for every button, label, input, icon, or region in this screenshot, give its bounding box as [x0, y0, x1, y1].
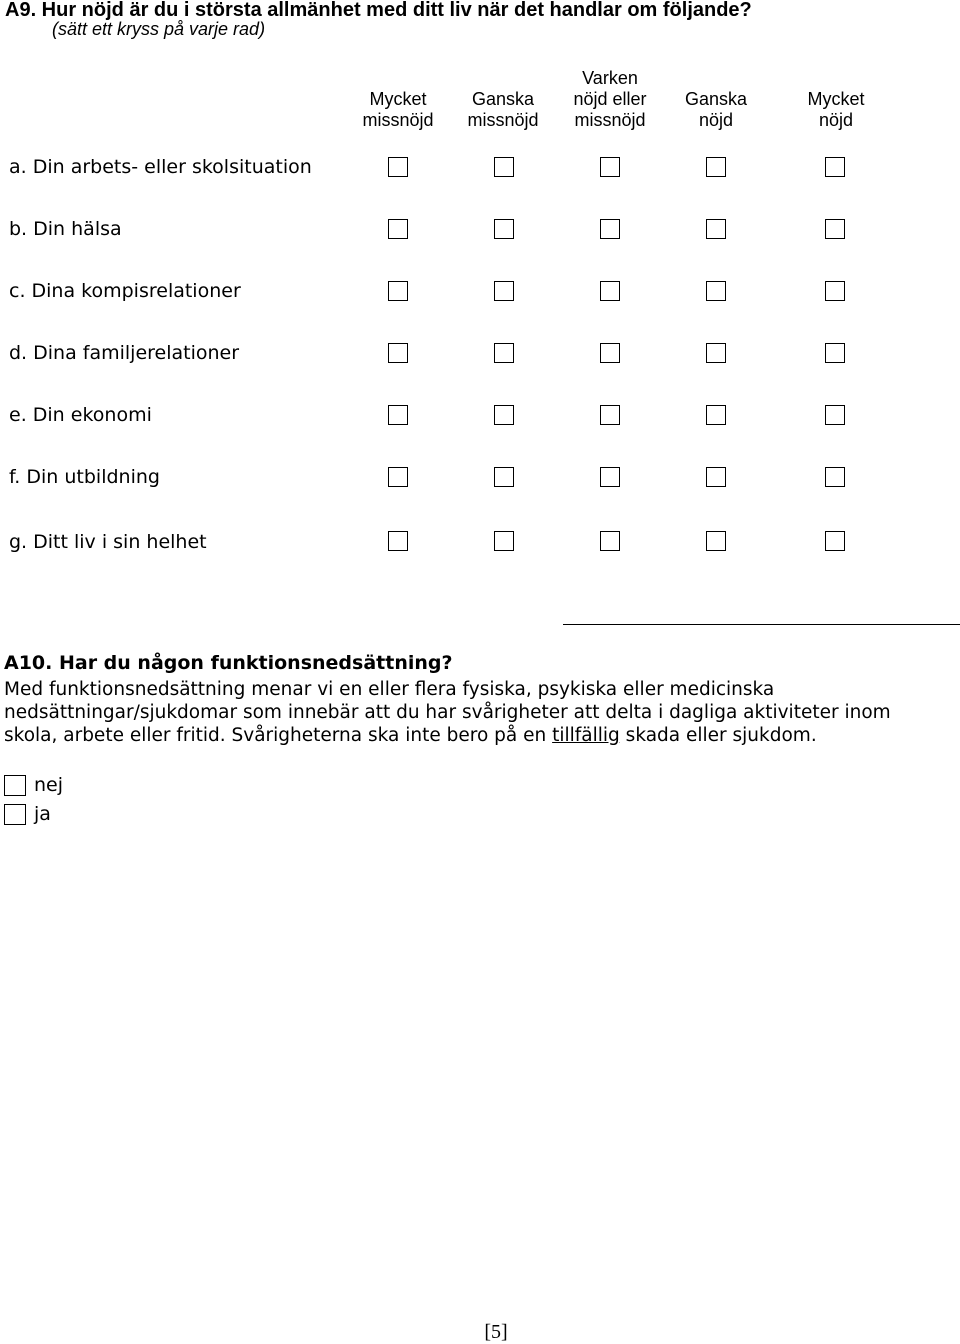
question-a9-title: A9. Hur nöjd är du i största allmänhet med ditt liv när det handlar om följande?: [5, 0, 752, 21]
checkbox-economy-neutral[interactable]: [600, 405, 620, 425]
checkbox-health-very-satisfied[interactable]: [825, 219, 845, 239]
checkbox-health-very-dissatisfied[interactable]: [388, 219, 408, 239]
checkbox-family-fairly-dissatisfied[interactable]: [494, 343, 514, 363]
checkbox-family-very-dissatisfied[interactable]: [388, 343, 408, 363]
checkbox-economy-fairly-dissatisfied[interactable]: [494, 405, 514, 425]
row-label-friend-relations: c. Dina kompisrelationer: [9, 280, 241, 302]
row-label-health: b. Din hälsa: [9, 218, 122, 240]
column-header-neutral: Varken nöjd eller missnöjd: [573, 68, 647, 130]
row-label-education: f. Din utbildning: [9, 466, 160, 488]
checkbox-family-very-satisfied[interactable]: [825, 343, 845, 363]
description-line: nedsättningar/sjukdomar som innebär att du har svårigheter att delta i dagliga aktiviteter inom: [4, 702, 891, 723]
checkbox-health-fairly-dissatisfied[interactable]: [494, 219, 514, 239]
option-no[interactable]: [4, 774, 63, 796]
checkbox-economy-very-satisfied[interactable]: [825, 405, 845, 425]
checkbox-life-very-satisfied[interactable]: [825, 531, 845, 551]
checkbox-work-school-fairly-dissatisfied[interactable]: [494, 157, 514, 177]
option-no-label: nej: [34, 774, 64, 796]
row-label-economy: e. Din ekonomi: [9, 404, 152, 426]
option-yes-label: ja: [34, 803, 51, 825]
checkbox-no[interactable]: [4, 775, 26, 796]
section-divider: [563, 624, 960, 625]
checkbox-life-fairly-satisfied[interactable]: [706, 531, 726, 551]
checkbox-economy-fairly-satisfied[interactable]: [706, 405, 726, 425]
checkbox-life-fairly-dissatisfied[interactable]: [494, 531, 514, 551]
row-label-work-school: a. Din arbets- eller skolsituation: [9, 156, 312, 178]
checkbox-work-school-very-satisfied[interactable]: [825, 157, 845, 177]
checkbox-work-school-very-dissatisfied[interactable]: [388, 157, 408, 177]
checkbox-friends-fairly-satisfied[interactable]: [706, 281, 726, 301]
row-label-family-relations: d. Dina familjerelationer: [9, 342, 240, 364]
column-header-very-satisfied: Mycket nöjd: [807, 89, 865, 130]
checkbox-life-very-dissatisfied[interactable]: [388, 531, 408, 551]
row-label-life-overall: g. Ditt liv i sin helhet: [9, 531, 207, 553]
checkbox-friends-fairly-dissatisfied[interactable]: [494, 281, 514, 301]
question-a10-description: [4, 678, 959, 747]
checkbox-economy-very-dissatisfied[interactable]: [388, 405, 408, 425]
checkbox-education-fairly-satisfied[interactable]: [706, 467, 726, 487]
question-a9-instruction: (sätt ett kryss på varje rad): [52, 19, 266, 39]
description-line: Med funktionsnedsättning menar vi en eller flera fysiska, psykiska eller medicinska: [4, 679, 775, 700]
checkbox-work-school-neutral[interactable]: [600, 157, 620, 177]
checkbox-education-fairly-dissatisfied[interactable]: [494, 467, 514, 487]
checkbox-family-fairly-satisfied[interactable]: [706, 343, 726, 363]
checkbox-friends-neutral[interactable]: [600, 281, 620, 301]
checkbox-health-fairly-satisfied[interactable]: [706, 219, 726, 239]
column-header-fairly-satisfied: Ganska nöjd: [684, 89, 748, 130]
page-number: [5]: [484, 1321, 508, 1343]
checkbox-friends-very-dissatisfied[interactable]: [388, 281, 408, 301]
checkbox-health-neutral[interactable]: [600, 219, 620, 239]
column-header-very-dissatisfied: Mycket missnöjd: [362, 89, 434, 130]
option-yes[interactable]: [4, 803, 51, 825]
checkbox-work-school-fairly-satisfied[interactable]: [706, 157, 726, 177]
checkbox-education-neutral[interactable]: [600, 467, 620, 487]
checkbox-friends-very-satisfied[interactable]: [825, 281, 845, 301]
description-line: skola, arbete eller fritid. Svårigheterna ska inte bero på en tillfällig skada eller sjukdom.: [4, 725, 817, 746]
underlined-word: tillfällig: [552, 725, 620, 746]
column-header-fairly-dissatisfied: Ganska missnöjd: [467, 89, 539, 130]
checkbox-yes[interactable]: [4, 804, 26, 825]
checkbox-education-very-dissatisfied[interactable]: [388, 467, 408, 487]
checkbox-education-very-satisfied[interactable]: [825, 467, 845, 487]
checkbox-life-neutral[interactable]: [600, 531, 620, 551]
checkbox-family-neutral[interactable]: [600, 343, 620, 363]
question-a10-title: A10. Har du någon funktionsnedsättning?: [4, 652, 453, 674]
